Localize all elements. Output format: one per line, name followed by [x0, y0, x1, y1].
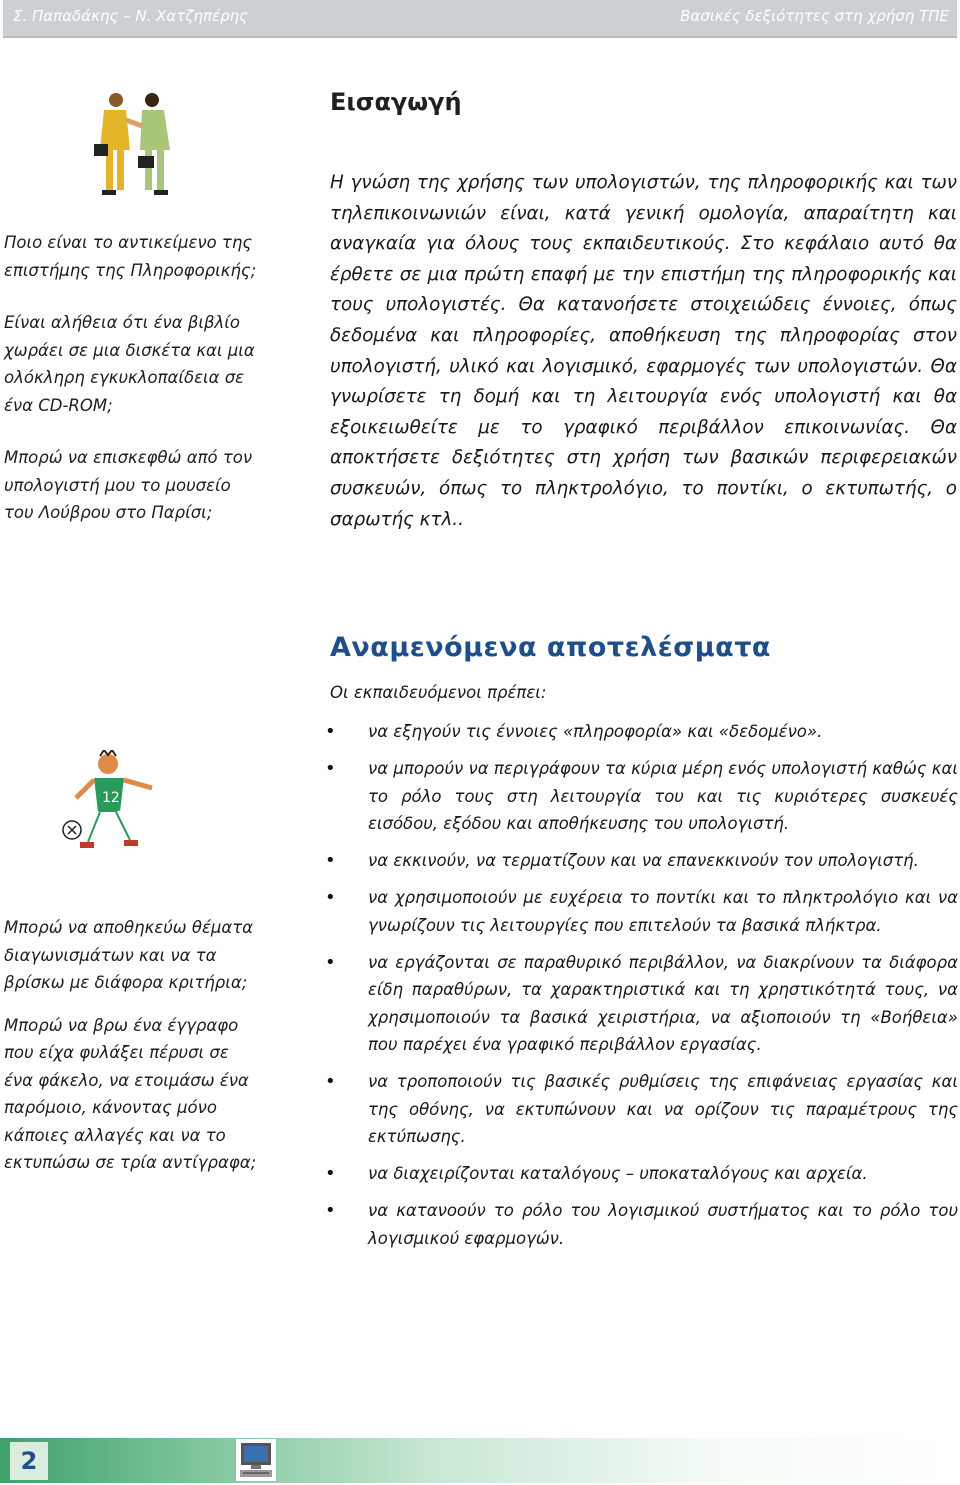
list-item: • να κατανοούν το ρόλο του λογισμικού συστήματος και το ρόλο του λογισμικού εφαρμογών. [330, 1197, 958, 1252]
list-item: • να εργάζονται σε παραθυρικό περιβάλλον, να διακρίνουν τα διάφορα είδη παραθύρων, τα χαρακτηριστικά και τη χρηστικότητά τους, να χρησιμοποιούν τα βασικά χειριστήρια, να αξιοποιούν τη «Βοήθεια» που παρέχει ένα γραφικό περιβάλλον εργασίας. [330, 949, 958, 1058]
outcomes-lead: Οι εκπαιδευόμενοι πρέπει: [330, 683, 547, 702]
list-item: • να εξηγούν τις έννοιες «πληροφορία» και «δεδομένο». [330, 718, 958, 745]
sidebar-question: Μπορώ να επισκεφθώ από τον υπολογιστή μου το μουσείο του Λούβρου στο Παρίσι; [4, 448, 253, 522]
header-book-title: Βασικές δεξιότητες στη χρήση ΤΠΕ [680, 7, 949, 25]
page-number: 2 [10, 1442, 48, 1480]
sidebar-question: Είναι αλήθεια ότι ένα βιβλίο χωράει σε μια δισκέτα και μια ολόκληρη εγκυκλοπαίδεια σε ένα CD-ROM; [4, 313, 255, 415]
intro-paragraph: Η γνώση της χρήσης των υπολογιστών, της πληροφορικής και των τηλεπικοινωνιών είναι, κατά γενική ομολογία, απαραίτητη και αναγκαία για όλους τους εκπαιδευτικούς. Στο κεφάλαιο αυτό θα έρθετε σε μια πρώτη επαφή με την επιστήμη της πληροφορικής και τους υπολογιστές. Θα κατανοήσετε στοιχειώδεις έννοιες, όπως δεδομένα και πληροφορίες, αποθήκευση της πληροφορίας στον υπολογιστή, υλικό και λογισμικό, εφαρμογές των υπολογιστών. Θα γνωρίσετε τη δομή και τη λειτουργία ενός υπολογιστή και θα εξοικειωθείτε με το γραφικό περιβάλλον επικοινωνίας. Θα αποκτήσετε δεξιότητες στη χρήση των βασικών περιφερειακών συσκευών, όπως το πληκτρολόγιο, το ποντίκι, ο εκτυπωτής, ο σαρωτής κτλ.. [330, 172, 957, 530]
list-item: • να χρησιμοποιούν με ευχέρεια το ποντίκι και το πληκτρολόγιο και να γνωρίζουν τις λειτουργίες που επιτελούν τα βασικά πλήκτρα. [330, 884, 958, 939]
handshake-clipart [92, 90, 178, 202]
soccer-player-clipart [58, 750, 162, 862]
list-item: • να τροποποιούν τις βασικές ρυθμίσεις της επιφάνειας εργασίας και της οθόνης, να εκτυπώνουν και να ορίζουν τις παραμέτρους της εκτύπωσης. [330, 1068, 958, 1150]
page-footer [0, 1438, 960, 1483]
section-title: Εισαγωγή [330, 88, 462, 116]
header-authors: Σ. Παπαδάκης – Ν. Χατζηπέρης [13, 7, 248, 25]
outcomes-heading: Αναμενόμενα αποτελέσματα [330, 632, 771, 663]
svg-text:12: 12 [102, 790, 120, 806]
computer-icon [236, 1439, 276, 1481]
outcomes-list [330, 718, 958, 1262]
sidebar-question-clipped [4, 444, 259, 524]
footer-gradient [0, 1438, 960, 1483]
sidebar-questions-top [4, 229, 259, 524]
sidebar-questions-bottom [4, 914, 259, 1177]
page-header [3, 0, 957, 38]
list-item: • να εκκινούν, να τερματίζουν και να επανεκκινούν τον υπολογιστή. [330, 847, 958, 874]
list-item: • να διαχειρίζονται καταλόγους – υποκαταλόγους και αρχεία. [330, 1160, 958, 1187]
sidebar-question: Μπορώ να βρω ένα έγγραφο που είχα φυλάξει πέρυσι σε ένα φάκελο, να ετοιμάσω ένα παρόμοιο, κάνοντας μόνο κάποιες αλλαγές και να το εκτυπώσω σε τρία αντίγραφα; [4, 1015, 257, 1172]
list-item: • να μπορούν να περιγράφουν τα κύρια μέρη ενός υπολογιστή καθώς και το ρόλο τους στη λειτουργία του και τις κυριότερες συσκευές εισόδου, εξόδου και αποθήκευσης του υπολογιστή. [330, 755, 958, 837]
sidebar-question: Μπορώ να αποθηκεύω θέματα διαγωνισμάτων και να τα βρίσκω με διάφορα κριτήρια; [4, 918, 254, 992]
sidebar-question: Ποιο είναι το αντικείμενο της επιστήμης της Πληροφορικής; [4, 233, 257, 280]
